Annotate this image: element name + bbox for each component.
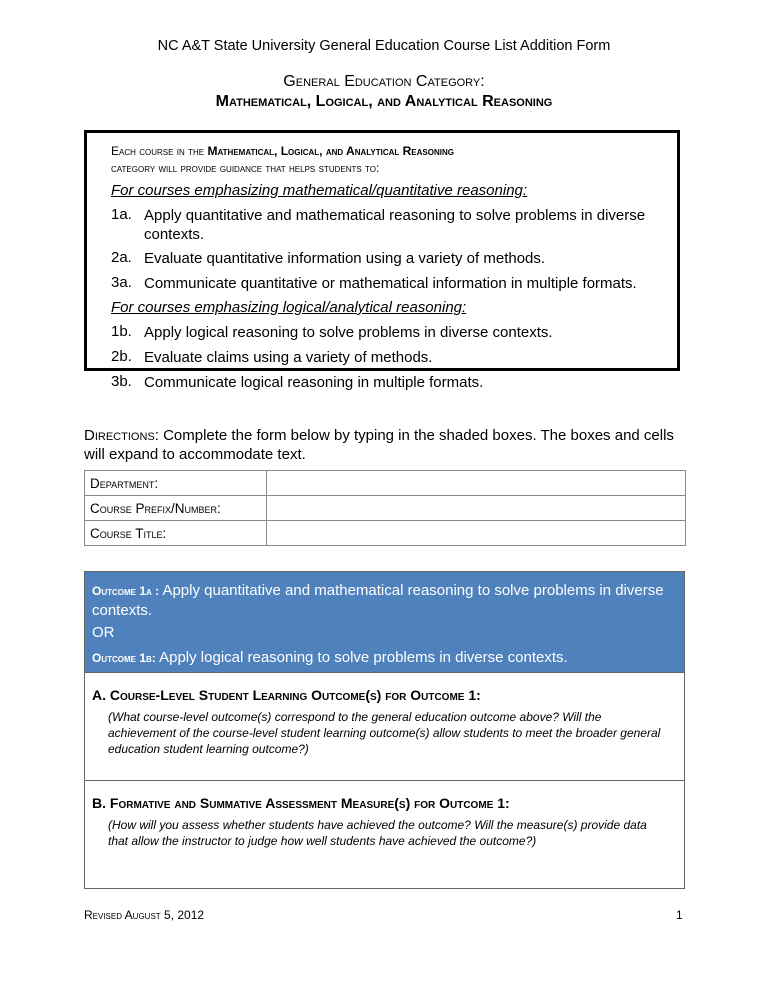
intro-suffix: category will provide guidance that helps students to: xyxy=(111,161,380,175)
item-number: 1a. xyxy=(111,206,132,223)
outcome-1b xyxy=(92,648,677,668)
course-title-label: Course Title: xyxy=(85,521,267,546)
outcomes-intro xyxy=(111,144,454,158)
item-number: 1b. xyxy=(111,323,132,340)
section-a-title: A. Course-Level Student Learning Outcome(s) for Outcome 1: xyxy=(92,687,481,703)
department-label: Department: xyxy=(85,471,267,496)
intro-prefix: Each course in the xyxy=(111,144,208,158)
item-text: Evaluate quantitative information using a variety of methods. xyxy=(144,250,546,267)
item-text: Apply quantitative and mathematical reasoning to solve problems in diverse contexts. xyxy=(144,207,646,243)
learning-outcomes-box xyxy=(84,130,680,391)
directions-label: Directions xyxy=(84,427,155,444)
table-row xyxy=(85,471,686,496)
course-info-table xyxy=(84,470,686,546)
intro-category: Mathematical, Logical, and Analytical Reasoning xyxy=(207,144,454,158)
section-b-title: B. Formative and Summative Assessment Measure(s) for Outcome 1: xyxy=(92,795,510,811)
item-text: Communicate logical reasoning in multiple formats. xyxy=(144,374,484,391)
outcome-1-header xyxy=(85,572,684,672)
category-name: Mathematical, Logical, and Analytical Reasoning xyxy=(215,93,553,110)
outcome-1a xyxy=(92,581,677,620)
directions-text: : Complete the form below by typing in the shaded boxes. The boxes and cells will expand to accommodate text. xyxy=(84,427,674,463)
course-prefix-field[interactable] xyxy=(267,496,686,521)
outcome-1a-text: Apply quantitative and mathematical reasoning to solve problems in diverse contexts. xyxy=(92,582,664,619)
item-text: Apply logical reasoning to solve problems in diverse contexts. xyxy=(144,324,553,341)
revised-date: Revised August 5, 2012 xyxy=(84,908,205,922)
item-number: 3a. xyxy=(111,274,132,291)
outcome-1b-label: Outcome 1b: xyxy=(92,651,156,665)
section-b-help: (How will you assess whether students have achieved the outcome? Will the measure(s) provide data that allow the instructor to judge how well students have achieved the outcome?) xyxy=(108,818,647,848)
outcome-1a-label: Outcome 1a : xyxy=(92,584,160,598)
course-prefix-label: Course Prefix/Number: xyxy=(85,496,267,521)
section-a-help: (What course-level outcome(s) correspond to the general education outcome above? Will the achievement of the course-level student learning outcome(s) allow students to meet the broader general education student learning outcome?) xyxy=(108,710,661,756)
section-b[interactable] xyxy=(85,780,684,889)
outcome-or: OR xyxy=(92,624,115,641)
table-row xyxy=(85,496,686,521)
form-header: NC A&T State University General Education Course List Addition Form xyxy=(157,38,611,54)
department-field[interactable] xyxy=(267,471,686,496)
item-number: 2a. xyxy=(111,249,132,266)
outcome-1-block xyxy=(84,571,685,889)
outcome-1b-text: Apply logical reasoning to solve problems in diverse contexts. xyxy=(155,649,568,666)
item-number: 3b. xyxy=(111,373,132,390)
logic-heading: For courses emphasizing logical/analytical reasoning: xyxy=(111,299,467,316)
directions xyxy=(84,426,684,464)
category-title xyxy=(0,72,768,112)
section-a[interactable] xyxy=(85,672,684,781)
category-label: General Education Category: xyxy=(283,73,485,90)
item-text: Communicate quantitative or mathematical information in multiple formats. xyxy=(144,275,637,292)
quant-heading: For courses emphasizing mathematical/quantitative reasoning: xyxy=(111,182,528,199)
table-row xyxy=(85,521,686,546)
item-number: 2b. xyxy=(111,348,132,365)
page-number: 1 xyxy=(676,908,683,922)
item-text: Evaluate claims using a variety of methods. xyxy=(144,349,433,366)
course-title-field[interactable] xyxy=(267,521,686,546)
